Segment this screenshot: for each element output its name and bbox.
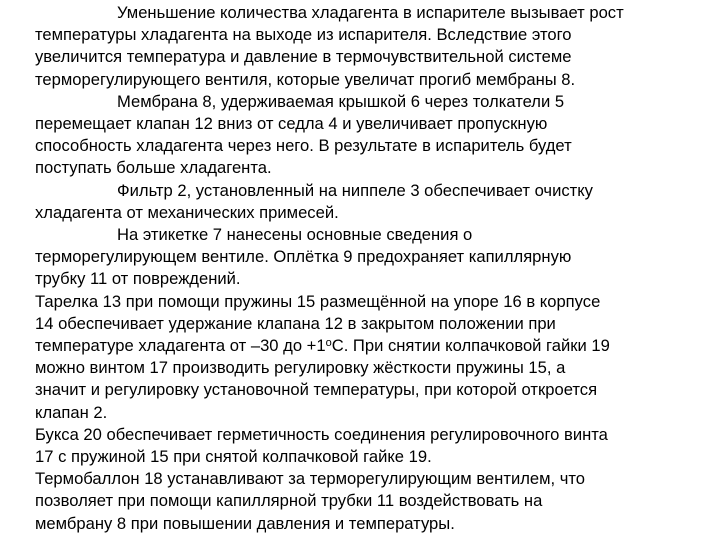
text-line: хладагента от механических примесей. bbox=[35, 202, 339, 222]
text-line-temperature bbox=[35, 335, 695, 357]
paragraph-plate-spring bbox=[35, 291, 695, 424]
text-line: терморегулирующем вентиле. Оплётка 9 предохраняет капиллярную bbox=[35, 247, 572, 267]
text-line: увеличится температура и давление в термочувствительной системе bbox=[35, 47, 572, 67]
paragraph-evaporator-refrigerant bbox=[35, 2, 695, 91]
text-line: 14 обеспечивает удержание клапана 12 в закрытом положении при bbox=[35, 313, 556, 333]
text-line: можно винтом 17 производить регулировку жёсткости пружины 15, а bbox=[35, 358, 566, 378]
text-line: Фильтр 2, установленный на ниппеле 3 обеспечивает очистку bbox=[117, 180, 593, 200]
text-line: 17 с пружиной 15 при снятой колпачковой гайке 19. bbox=[35, 447, 432, 467]
paragraph-thermobulb bbox=[35, 468, 695, 535]
text-line: перемещает клапан 12 вниз от седла 4 и увеличивает пропускную bbox=[35, 114, 548, 134]
body-text bbox=[35, 2, 695, 535]
text-line: поступать больше хладагента. bbox=[35, 158, 272, 178]
text-line: Мембрана 8, удерживаемая крышкой 6 через толкатели 5 bbox=[117, 91, 565, 111]
paragraph-bushing bbox=[35, 424, 695, 468]
paragraph-filter bbox=[35, 180, 695, 224]
text-line: мембрану 8 при повышении давления и температуры. bbox=[35, 513, 455, 533]
text-fragment: температуре хладагента от –30 до +1 bbox=[35, 336, 326, 356]
paragraph-label bbox=[35, 224, 695, 291]
text-line: способность хладагента через него. В результате в испаритель будет bbox=[35, 136, 572, 156]
text-fragment: С. При снятии колпачковой гайки 19 bbox=[331, 336, 610, 356]
text-line: позволяет при помощи капиллярной трубки 11 воздействовать на bbox=[35, 491, 543, 511]
text-line: На этикетке 7 нанесены основные сведения о bbox=[117, 225, 473, 245]
text-line: Букса 20 обеспечивает герметичность соединения регулировочного винта bbox=[35, 424, 608, 444]
paragraph-membrane bbox=[35, 91, 695, 180]
text-line: Уменьшение количества хладагента в испарителе вызывает рост bbox=[117, 3, 624, 22]
text-line: Тарелка 13 при помощи пружины 15 размещённой на упоре 16 в корпусе bbox=[35, 291, 601, 311]
degree-superscript: о bbox=[325, 337, 332, 350]
text-line: Термобаллон 18 устанавливают за терморегулирующим вентилем, что bbox=[35, 469, 586, 489]
text-line: трубку 11 от повреждений. bbox=[35, 269, 241, 289]
text-line: клапан 2. bbox=[35, 402, 108, 422]
text-line: терморегулирующего вентиля, которые увеличат прогиб мембраны 8. bbox=[35, 69, 576, 89]
text-line: температуры хладагента на выходе из испарителя. Вследствие этого bbox=[35, 25, 572, 45]
text-line: значит и регулировку установочной температуры, при которой откроется bbox=[35, 380, 598, 400]
